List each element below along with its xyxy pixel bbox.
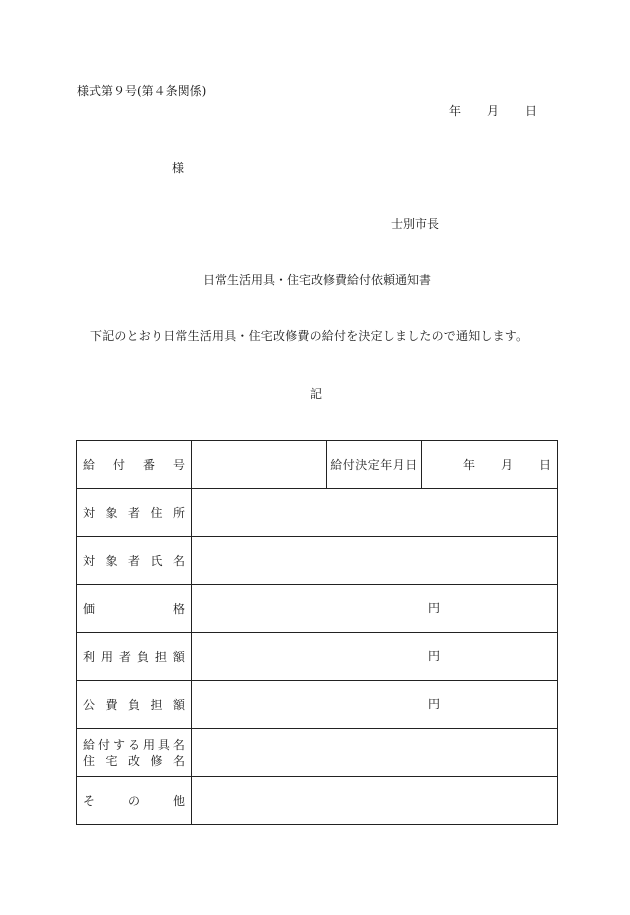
label-sonota: そ の 他	[77, 777, 192, 825]
date-month: 月	[487, 104, 500, 118]
kyufu-bango-field[interactable]	[192, 441, 327, 489]
table-row-shimei	[77, 537, 558, 585]
ki-heading: 記	[310, 387, 323, 401]
benefit-table	[76, 440, 558, 825]
yogu-kaishu-field[interactable]	[192, 729, 558, 777]
body-text: 下記のとおり日常生活用具・住宅改修費の給付を決定しましたので通知します。	[90, 329, 529, 343]
date-year: 年	[449, 104, 462, 118]
label-kyufu-bango: 給 付 番 号	[77, 441, 192, 489]
issuer-name: 士別市長	[391, 217, 440, 231]
document-title-text: 日常生活用具・住宅改修費給付依頼通知書	[202, 273, 431, 287]
table-row-jusho	[77, 489, 558, 537]
kettei-date-field[interactable]: 年 月 日	[422, 441, 558, 489]
table-row-sonota	[77, 777, 558, 825]
label-kakaku: 価 格	[77, 585, 192, 633]
document-title	[0, 273, 630, 287]
label-riyosha-futan: 利 用 者 負 担 額	[77, 633, 192, 681]
sonota-field[interactable]	[192, 777, 558, 825]
kohi-futan-field[interactable]	[192, 681, 558, 729]
label-shimei: 対 象 者 氏 名	[77, 537, 192, 585]
form-number: 様式第９号(第４条関係)	[77, 84, 207, 98]
issue-date	[449, 104, 537, 118]
table-row-kohi-futan	[77, 681, 558, 729]
label-jusho: 対 象 者 住 所	[77, 489, 192, 537]
yen-unit: 円	[428, 601, 441, 615]
yen-unit: 円	[428, 649, 441, 663]
table-row-yogu-kaishu	[77, 729, 558, 777]
jusho-field[interactable]	[192, 489, 558, 537]
table-row-kyufu-bango	[77, 441, 558, 489]
riyosha-futan-field[interactable]	[192, 633, 558, 681]
label-yogu-kaishu: 給 付 す る 用 具 名 住 宅 改 修 名	[77, 729, 192, 777]
kakaku-field[interactable]	[192, 585, 558, 633]
label-kohi-futan: 公 費 負 担 額	[77, 681, 192, 729]
label-kettei-date: 給付決定年月日	[327, 441, 422, 489]
table-row-riyosha-futan	[77, 633, 558, 681]
table-row-kakaku	[77, 585, 558, 633]
addressee-suffix: 様	[172, 161, 185, 175]
shimei-field[interactable]	[192, 537, 558, 585]
yen-unit: 円	[428, 697, 441, 711]
date-day: 日	[525, 104, 538, 118]
